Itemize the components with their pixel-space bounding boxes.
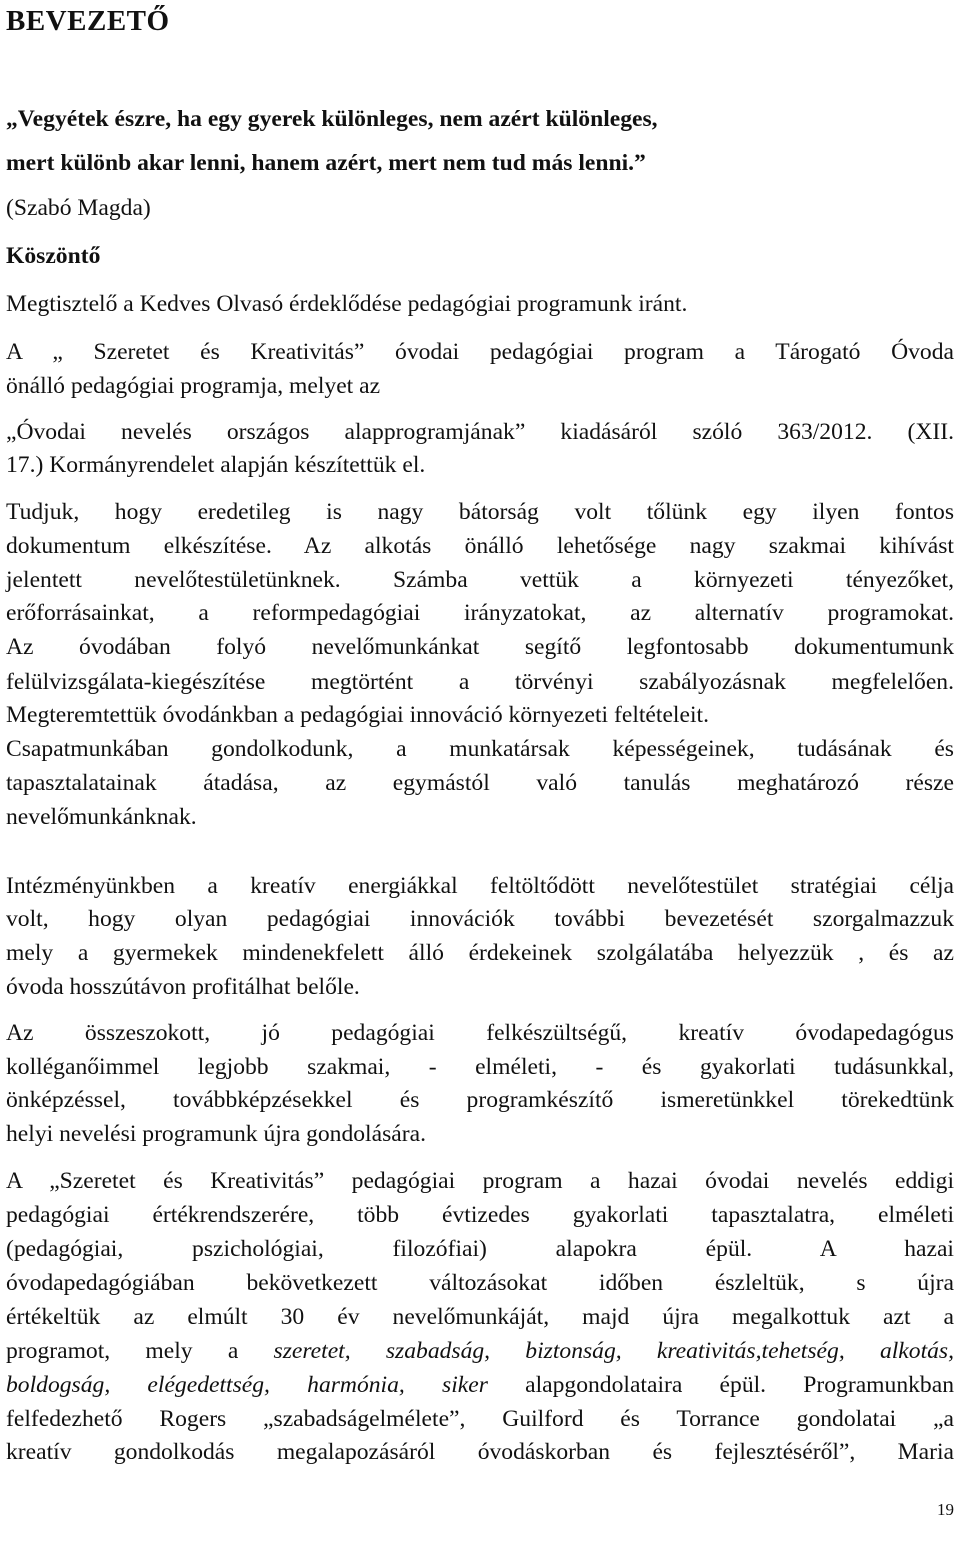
paragraph-line: Csapatmunkában gondolkodunk, a munkatársak képességeinek, tudásának és: [6, 736, 954, 762]
page-number: 19: [937, 1500, 954, 1519]
paragraph-line: mely a gyermekek mindenekfelett álló érdekeinek szolgálatába helyezzük , és az: [6, 940, 954, 966]
line-text: alapgondolataira épül. Programunkban: [525, 1372, 954, 1398]
paragraph-line: erőforrásainkat, a reformpedagógiai irányzatokat, az alternatív programokat.: [6, 600, 954, 626]
paragraph-line: felülvizsgálata-kiegészítése megtörtént a törvényi szabályozásnak megfelelően.: [6, 669, 954, 695]
quote-author: (Szabó Magda): [6, 195, 151, 221]
paragraph-line: dokumentum elkészítése. Az alkotás önálló lehetősége nagy szakmai kihívást: [6, 533, 954, 559]
greeting-heading: Köszöntő: [6, 243, 101, 269]
paragraph-line: [6, 1336, 954, 1366]
paragraph-line: Tudjuk, hogy eredetileg is nagy bátorság volt tőlünk egy ilyen fontos: [6, 499, 954, 525]
paragraph-line: (pedagógiai, pszichológiai, filozófiai) alapokra épül. A hazai: [6, 1236, 954, 1262]
paragraph-line: óvoda hosszútávon profitálhat belőle.: [6, 974, 360, 1000]
paragraph-line: értékeltük az elmúlt 30 év nevelőmunkáját, majd újra megalkottuk azt a: [6, 1304, 954, 1330]
paragraph-line: kolléganőimmel legjobb szakmai, - elméleti, - és gyakorlati tudásunkkal,: [6, 1054, 954, 1080]
paragraph-line: Intézményünkben a kreatív energiákkal feltöltődött nevelőtestület stratégiai célja: [6, 873, 954, 899]
paragraph-line: „Óvodai nevelés országos alapprogramjának” kiadásáról szóló 363/2012. (XII.: [6, 419, 954, 445]
paragraph-line: [6, 1370, 954, 1400]
paragraph-line: Az óvodában folyó nevelőmunkánkat segítő legfontosabb dokumentumunk: [6, 634, 954, 660]
paragraph-line: önálló pedagógiai programja, melyet az: [6, 373, 381, 399]
paragraph-line: jelentett nevelőtestületünknek. Számba vettük a környezeti tényezőket,: [6, 567, 954, 593]
paragraph-line: nevelőmunkánknak.: [6, 804, 197, 830]
paragraph-line: kreatív gondolkodás megalapozásáról óvodáskorban és fejlesztéséről”, Maria: [6, 1439, 954, 1465]
page-title: BEVEZETŐ: [6, 5, 170, 37]
paragraph-line: helyi nevelési programunk újra gondolására.: [6, 1121, 426, 1147]
italic-values-text: boldogság, elégedettség, harmónia, siker: [6, 1372, 488, 1398]
quote-line-1: „Vegyétek észre, ha egy gyerek különleges, nem azért különleges,: [6, 106, 658, 132]
paragraph-line: pedagógiai értékrendszerére, több évtizedes gyakorlati tapasztalatra, elméleti: [6, 1202, 954, 1228]
paragraph-line: A „ Szeretet és Kreativitás” óvodai pedagógiai program a Tárogató Óvoda: [6, 339, 954, 365]
italic-values-text: szeretet, szabadság, biztonság, kreativitás,tehetség, alkotás,: [273, 1338, 955, 1364]
paragraph-line: Az összeszokott, jó pedagógiai felkészültségű, kreatív óvodapedagógus: [6, 1020, 954, 1046]
quote-line-2: mert különb akar lenni, hanem azért, mert nem tud más lenni.”: [6, 150, 646, 176]
line-text: programot, mely a: [6, 1338, 239, 1364]
paragraph-line: felfedezhető Rogers „szabadságelmélete”, Guilford és Torrance gondolatai „a: [6, 1406, 954, 1432]
paragraph-line: óvodapedagógiában bekövetkezett változásokat időben észleltük, s újra: [6, 1270, 954, 1296]
paragraph-line: volt, hogy olyan pedagógiai innovációk további bevezetését szorgalmazzuk: [6, 906, 954, 932]
paragraph-line: Megteremtettük óvodánkban a pedagógiai innováció környezeti feltételeit.: [6, 702, 709, 728]
paragraph-line: 17.) Kormányrendelet alapján készítettük el.: [6, 452, 426, 478]
intro-sentence: Megtisztelő a Kedves Olvasó érdeklődése pedagógiai programunk iránt.: [6, 291, 688, 317]
paragraph-line: tapasztalatainak átadása, az egymástól való tanulás meghatározó része: [6, 770, 954, 796]
paragraph-line: önképzéssel, továbbképzésekkel és programkészítő ismeretünkkel törekedtünk: [6, 1087, 954, 1113]
paragraph-line: A „Szeretet és Kreativitás” pedagógiai program a hazai óvodai nevelés eddigi: [6, 1168, 954, 1194]
